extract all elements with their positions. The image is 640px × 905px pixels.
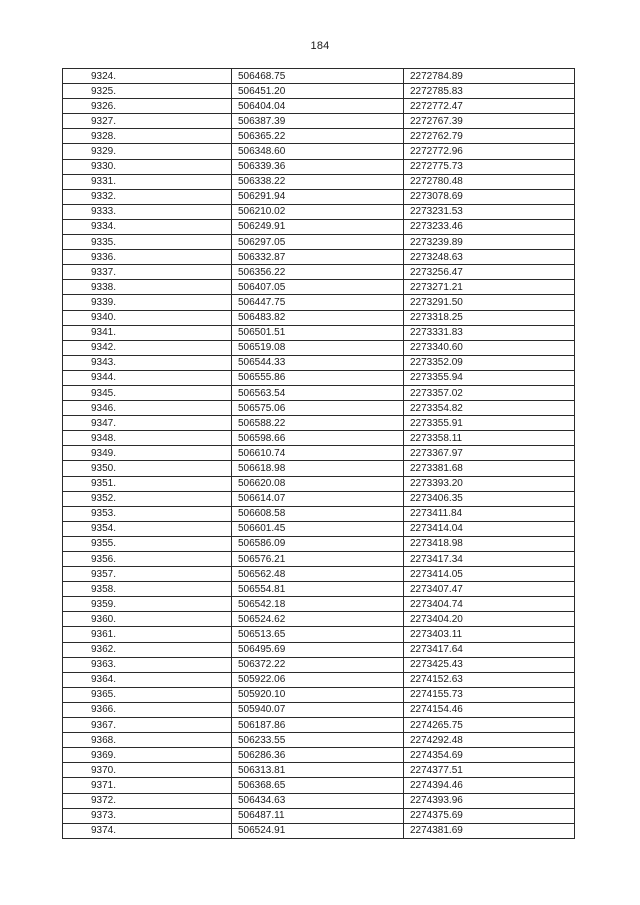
coordinates-table-body: [63, 69, 575, 839]
table-row: [63, 370, 575, 385]
table-row: [63, 204, 575, 219]
table-row: [63, 793, 575, 808]
point-number-cell: 9353.: [63, 506, 232, 521]
point-number-cell: 9366.: [63, 702, 232, 717]
point-number-cell: 9335.: [63, 235, 232, 250]
table-row: [63, 672, 575, 687]
table-row: [63, 748, 575, 763]
table-row: [63, 567, 575, 582]
point-number-cell: 9349.: [63, 446, 232, 461]
x-coordinate-cell: 506468.75: [232, 69, 404, 84]
point-number-cell: 9361.: [63, 627, 232, 642]
x-coordinate-cell: 506338.22: [232, 174, 404, 189]
y-coordinate-cell: 2273248.63: [404, 250, 575, 265]
x-coordinate-cell: 506187.86: [232, 718, 404, 733]
table-row: [63, 521, 575, 536]
point-number-cell: 9368.: [63, 733, 232, 748]
point-number-cell: 9362.: [63, 642, 232, 657]
table-row: [63, 552, 575, 567]
y-coordinate-cell: 2273331.83: [404, 325, 575, 340]
y-coordinate-cell: 2274292.48: [404, 733, 575, 748]
table-row: [63, 763, 575, 778]
table-row: [63, 808, 575, 823]
y-coordinate-cell: 2272772.96: [404, 144, 575, 159]
point-number-cell: 9347.: [63, 416, 232, 431]
point-number-cell: 9370.: [63, 763, 232, 778]
y-coordinate-cell: 2273271.21: [404, 280, 575, 295]
x-coordinate-cell: 506601.45: [232, 521, 404, 536]
point-number-cell: 9373.: [63, 808, 232, 823]
x-coordinate-cell: 506291.94: [232, 189, 404, 204]
y-coordinate-cell: 2273404.74: [404, 597, 575, 612]
x-coordinate-cell: 506356.22: [232, 265, 404, 280]
table-row: [63, 416, 575, 431]
y-coordinate-cell: 2272775.73: [404, 159, 575, 174]
y-coordinate-cell: 2273407.47: [404, 582, 575, 597]
y-coordinate-cell: 2274381.69: [404, 823, 575, 838]
y-coordinate-cell: 2273417.64: [404, 642, 575, 657]
table-row: [63, 219, 575, 234]
x-coordinate-cell: 506608.58: [232, 506, 404, 521]
table-row: [63, 250, 575, 265]
point-number-cell: 9343.: [63, 355, 232, 370]
x-coordinate-cell: 506372.22: [232, 657, 404, 672]
y-coordinate-cell: 2273352.09: [404, 355, 575, 370]
x-coordinate-cell: 506618.98: [232, 461, 404, 476]
x-coordinate-cell: 506542.18: [232, 597, 404, 612]
point-number-cell: 9332.: [63, 189, 232, 204]
x-coordinate-cell: 506249.91: [232, 219, 404, 234]
table-row: [63, 159, 575, 174]
x-coordinate-cell: 506524.91: [232, 823, 404, 838]
table-row: [63, 310, 575, 325]
y-coordinate-cell: 2273381.68: [404, 461, 575, 476]
x-coordinate-cell: 506563.54: [232, 385, 404, 400]
y-coordinate-cell: 2274154.46: [404, 702, 575, 717]
y-coordinate-cell: 2273417.34: [404, 552, 575, 567]
point-number-cell: 9324.: [63, 69, 232, 84]
point-number-cell: 9338.: [63, 280, 232, 295]
y-coordinate-cell: 2274377.51: [404, 763, 575, 778]
table-row: [63, 476, 575, 491]
table-row: [63, 687, 575, 702]
table-row: [63, 189, 575, 204]
point-number-cell: 9327.: [63, 114, 232, 129]
x-coordinate-cell: 506313.81: [232, 763, 404, 778]
table-row: [63, 718, 575, 733]
table-row: [63, 401, 575, 416]
table-row: [63, 84, 575, 99]
point-number-cell: 9357.: [63, 567, 232, 582]
table-row: [63, 491, 575, 506]
point-number-cell: 9355.: [63, 536, 232, 551]
table-row: [63, 144, 575, 159]
x-coordinate-cell: 506447.75: [232, 295, 404, 310]
table-row: [63, 129, 575, 144]
x-coordinate-cell: 506501.51: [232, 325, 404, 340]
table-row: [63, 446, 575, 461]
point-number-cell: 9364.: [63, 672, 232, 687]
y-coordinate-cell: 2273340.60: [404, 340, 575, 355]
x-coordinate-cell: 506519.08: [232, 340, 404, 355]
x-coordinate-cell: 506598.66: [232, 431, 404, 446]
point-number-cell: 9331.: [63, 174, 232, 189]
point-number-cell: 9363.: [63, 657, 232, 672]
point-number-cell: 9346.: [63, 401, 232, 416]
y-coordinate-cell: 2272780.48: [404, 174, 575, 189]
x-coordinate-cell: 506332.87: [232, 250, 404, 265]
table-row: [63, 295, 575, 310]
point-number-cell: 9329.: [63, 144, 232, 159]
point-number-cell: 9339.: [63, 295, 232, 310]
point-number-cell: 9348.: [63, 431, 232, 446]
x-coordinate-cell: 506588.22: [232, 416, 404, 431]
y-coordinate-cell: 2273404.20: [404, 612, 575, 627]
table-row: [63, 461, 575, 476]
table-row: [63, 280, 575, 295]
y-coordinate-cell: 2273418.98: [404, 536, 575, 551]
table-row: [63, 536, 575, 551]
x-coordinate-cell: 505920.10: [232, 687, 404, 702]
table-row: [63, 597, 575, 612]
table-row: [63, 99, 575, 114]
point-number-cell: 9328.: [63, 129, 232, 144]
table-row: [63, 823, 575, 838]
coordinates-table: [62, 68, 575, 839]
y-coordinate-cell: 2274393.96: [404, 793, 575, 808]
y-coordinate-cell: 2273414.04: [404, 521, 575, 536]
table-row: [63, 340, 575, 355]
y-coordinate-cell: 2273256.47: [404, 265, 575, 280]
point-number-cell: 9352.: [63, 491, 232, 506]
y-coordinate-cell: 2273357.02: [404, 385, 575, 400]
y-coordinate-cell: 2273078.69: [404, 189, 575, 204]
point-number-cell: 9334.: [63, 219, 232, 234]
x-coordinate-cell: 506575.06: [232, 401, 404, 416]
y-coordinate-cell: 2274394.46: [404, 778, 575, 793]
y-coordinate-cell: 2274152.63: [404, 672, 575, 687]
y-coordinate-cell: 2273367.97: [404, 446, 575, 461]
y-coordinate-cell: 2273355.94: [404, 370, 575, 385]
point-number-cell: 9350.: [63, 461, 232, 476]
point-number-cell: 9354.: [63, 521, 232, 536]
y-coordinate-cell: 2273403.11: [404, 627, 575, 642]
point-number-cell: 9360.: [63, 612, 232, 627]
y-coordinate-cell: 2273406.35: [404, 491, 575, 506]
y-coordinate-cell: 2273425.43: [404, 657, 575, 672]
table-row: [63, 265, 575, 280]
y-coordinate-cell: 2274375.69: [404, 808, 575, 823]
point-number-cell: 9351.: [63, 476, 232, 491]
y-coordinate-cell: 2273358.11: [404, 431, 575, 446]
table-row: [63, 114, 575, 129]
x-coordinate-cell: 506614.07: [232, 491, 404, 506]
table-row: [63, 355, 575, 370]
table-row: [63, 431, 575, 446]
table-row: [63, 235, 575, 250]
x-coordinate-cell: 506348.60: [232, 144, 404, 159]
table-row: [63, 778, 575, 793]
x-coordinate-cell: 506339.36: [232, 159, 404, 174]
y-coordinate-cell: 2274354.69: [404, 748, 575, 763]
x-coordinate-cell: 506233.55: [232, 733, 404, 748]
x-coordinate-cell: 506297.05: [232, 235, 404, 250]
point-number-cell: 9336.: [63, 250, 232, 265]
point-number-cell: 9344.: [63, 370, 232, 385]
y-coordinate-cell: 2273291.50: [404, 295, 575, 310]
point-number-cell: 9365.: [63, 687, 232, 702]
x-coordinate-cell: 506586.09: [232, 536, 404, 551]
table-row: [63, 702, 575, 717]
x-coordinate-cell: 506286.36: [232, 748, 404, 763]
point-number-cell: 9374.: [63, 823, 232, 838]
x-coordinate-cell: 506368.65: [232, 778, 404, 793]
y-coordinate-cell: 2273354.82: [404, 401, 575, 416]
y-coordinate-cell: 2273231.53: [404, 204, 575, 219]
y-coordinate-cell: 2274265.75: [404, 718, 575, 733]
table-row: [63, 69, 575, 84]
y-coordinate-cell: 2273318.25: [404, 310, 575, 325]
y-coordinate-cell: 2272785.83: [404, 84, 575, 99]
x-coordinate-cell: 505922.06: [232, 672, 404, 687]
point-number-cell: 9356.: [63, 552, 232, 567]
x-coordinate-cell: 506513.65: [232, 627, 404, 642]
x-coordinate-cell: 506495.69: [232, 642, 404, 657]
point-number-cell: 9342.: [63, 340, 232, 355]
x-coordinate-cell: 506562.48: [232, 567, 404, 582]
x-coordinate-cell: 506387.39: [232, 114, 404, 129]
y-coordinate-cell: 2272762.79: [404, 129, 575, 144]
y-coordinate-cell: 2273411.84: [404, 506, 575, 521]
point-number-cell: 9372.: [63, 793, 232, 808]
table-row: [63, 174, 575, 189]
x-coordinate-cell: 506451.20: [232, 84, 404, 99]
x-coordinate-cell: 506554.81: [232, 582, 404, 597]
x-coordinate-cell: 506210.02: [232, 204, 404, 219]
y-coordinate-cell: 2273233.46: [404, 219, 575, 234]
x-coordinate-cell: 506555.86: [232, 370, 404, 385]
x-coordinate-cell: 506544.33: [232, 355, 404, 370]
table-row: [63, 657, 575, 672]
y-coordinate-cell: 2272784.89: [404, 69, 575, 84]
x-coordinate-cell: 506524.62: [232, 612, 404, 627]
y-coordinate-cell: 2272767.39: [404, 114, 575, 129]
x-coordinate-cell: 506407.05: [232, 280, 404, 295]
y-coordinate-cell: 2273355.91: [404, 416, 575, 431]
x-coordinate-cell: 506620.08: [232, 476, 404, 491]
table-row: [63, 506, 575, 521]
point-number-cell: 9333.: [63, 204, 232, 219]
x-coordinate-cell: 506576.21: [232, 552, 404, 567]
table-row: [63, 325, 575, 340]
point-number-cell: 9345.: [63, 385, 232, 400]
x-coordinate-cell: 506404.04: [232, 99, 404, 114]
page-number: 184: [310, 40, 330, 52]
x-coordinate-cell: 506610.74: [232, 446, 404, 461]
point-number-cell: 9367.: [63, 718, 232, 733]
point-number-cell: 9326.: [63, 99, 232, 114]
table-row: [63, 582, 575, 597]
x-coordinate-cell: 506487.11: [232, 808, 404, 823]
y-coordinate-cell: 2272772.47: [404, 99, 575, 114]
point-number-cell: 9341.: [63, 325, 232, 340]
table-row: [63, 627, 575, 642]
point-number-cell: 9325.: [63, 84, 232, 99]
y-coordinate-cell: 2274155.73: [404, 687, 575, 702]
table-row: [63, 385, 575, 400]
table-row: [63, 733, 575, 748]
point-number-cell: 9369.: [63, 748, 232, 763]
x-coordinate-cell: 505940.07: [232, 702, 404, 717]
point-number-cell: 9371.: [63, 778, 232, 793]
x-coordinate-cell: 506365.22: [232, 129, 404, 144]
point-number-cell: 9340.: [63, 310, 232, 325]
point-number-cell: 9359.: [63, 597, 232, 612]
y-coordinate-cell: 2273393.20: [404, 476, 575, 491]
table-row: [63, 612, 575, 627]
point-number-cell: 9330.: [63, 159, 232, 174]
x-coordinate-cell: 506483.82: [232, 310, 404, 325]
point-number-cell: 9358.: [63, 582, 232, 597]
point-number-cell: 9337.: [63, 265, 232, 280]
x-coordinate-cell: 506434.63: [232, 793, 404, 808]
y-coordinate-cell: 2273414.05: [404, 567, 575, 582]
y-coordinate-cell: 2273239.89: [404, 235, 575, 250]
table-row: [63, 642, 575, 657]
